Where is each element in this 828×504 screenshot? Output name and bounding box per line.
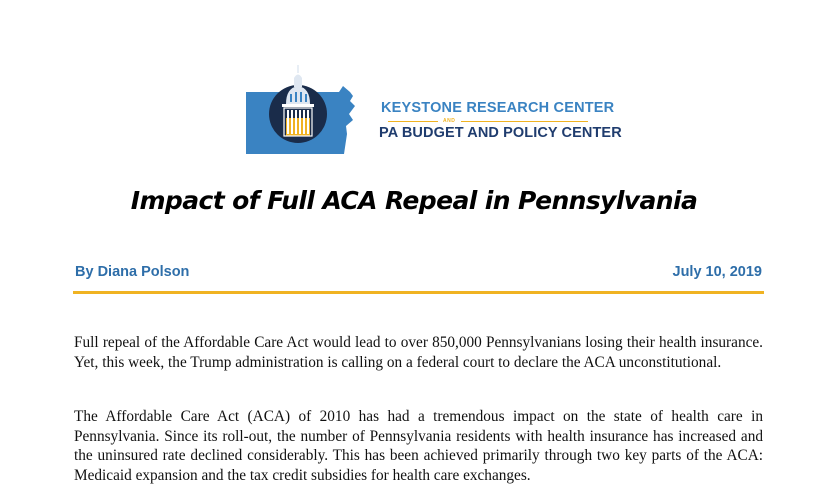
org-divider-right [461, 121, 588, 122]
body-paragraph-1: Full repeal of the Affordable Care Act would lead to over 850,000 Pennsylvanians losing their health insurance. Yet, this week, the Trump administration is calling on a federal court to declare the ACA unconstitutional. [74, 334, 763, 371]
body-paragraph-2: The Affordable Care Act (ACA) of 2010 has had a tremendous impact on the state of health care in Pennsylvania. Since its roll-out, the number of Pennsylvania residents with health insurance has increased and the uninsured rate declined considerably. This has been achieved primarily through two key parts of the ACA: Medicaid expansion and the tax credit subsidies for health care exchanges. [74, 408, 763, 484]
org-and-label: AND [443, 118, 456, 124]
header-logo [243, 62, 622, 158]
org-name-keystone: KEYSTONE RESEARCH CENTER [381, 100, 615, 116]
org-name-pa-budget: PA BUDGET AND POLICY CENTER [379, 125, 622, 141]
author-byline: By Diana Polson [75, 264, 190, 280]
header-divider [73, 291, 764, 294]
document-title: Impact of Full ACA Repeal in Pennsylvania [130, 186, 698, 215]
publication-date: July 10, 2019 [672, 264, 762, 280]
pennsylvania-capitol-dome-logo [243, 62, 373, 158]
org-divider-left [388, 121, 438, 122]
